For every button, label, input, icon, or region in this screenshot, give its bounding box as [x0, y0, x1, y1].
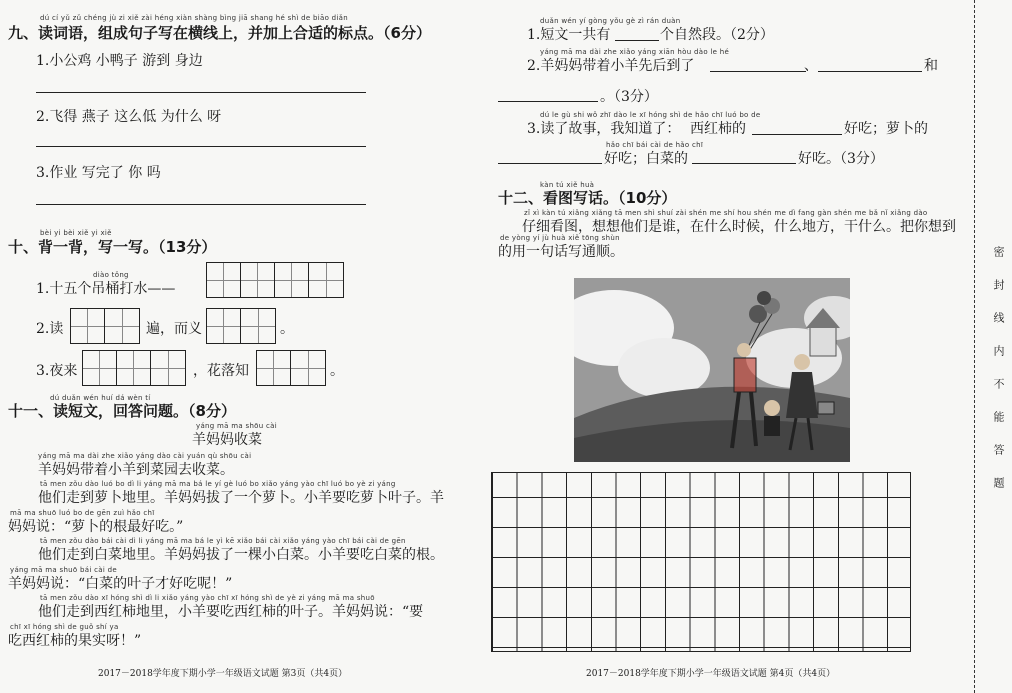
r-q3a: 3.读了故事，我知道了：	[527, 121, 681, 137]
story-line-4-pinyin: tā men zǒu dào bái cài dì li yáng mā ma bá le yì kē xiǎo bái cài xiǎo yáng yào chī bái cài de gēn	[40, 537, 406, 545]
sec9-item-1: 1.小公鸡 小鸭子 游到 身边	[36, 53, 203, 69]
sec9-item-3: 3.作业 写完了 你 吗	[36, 165, 161, 181]
sec10-pinyin: bèi yi bèi xiě yi xiě	[40, 229, 112, 237]
sec11-pinyin: dú duǎn wén huí dá wèn tí	[50, 394, 151, 402]
sec9-pinyin: dú cí yǔ zǔ chéng jù zi xiě zài héng xiàn shàng bìng jiā shang hé shì de biāo diǎn	[40, 14, 348, 22]
q1-pinyin: diào tǒng	[93, 271, 129, 279]
r-q2d: 。（3分）	[600, 89, 658, 105]
answer-line-3[interactable]	[36, 204, 366, 205]
writing-grid-q2b[interactable]	[206, 308, 276, 344]
r-q3e: 好吃。（3分）	[798, 151, 884, 167]
writing-grid-q1[interactable]	[206, 262, 344, 298]
writing-grid-q3a[interactable]	[82, 350, 186, 386]
sec10-q3a: 3.夜来	[36, 363, 78, 379]
story-title-pinyin: yáng mā ma shōu cài	[196, 422, 278, 430]
sec12-pinyin: kàn tú xiě huà	[540, 181, 595, 189]
sec12-line1: 仔细看图，想想他们是谁，在什么时候，什么地方，干什么。把你想到	[522, 219, 956, 235]
story-line-5: 羊妈妈说：“白菜的叶子才好吃呢！”	[8, 576, 233, 592]
sec9-item-2: 2.飞得 燕子 这么低 为什么 呀	[36, 109, 222, 125]
r-q1b: 个自然段。（2分）	[660, 27, 774, 43]
sec10-q2c: 。	[280, 321, 294, 337]
sec12-line1-pinyin: zǐ xì kàn tú xiǎng xiǎng tā men shì shuí zài shén me shí hou shén me dì fang gàn shén me bǎ nǐ xiǎng dào	[524, 209, 928, 217]
story-line-3: 妈妈说：“萝卜的根最好吃。”	[8, 519, 184, 535]
r-q3c: 好吃；萝卜的	[844, 121, 928, 137]
footer-left: 2017－2018学年度下期小学一年级语文试题 第3页（共4页）	[98, 669, 348, 679]
story-line-7: 吃西红柿的果实呀！”	[8, 633, 142, 649]
r-q2c: 和	[924, 58, 938, 74]
binding-line	[974, 0, 975, 693]
r-q3b: 西红柿的	[690, 121, 746, 137]
sec10-q2b: 遍，而义	[146, 321, 202, 337]
sec10-q3b: ，花落知	[193, 363, 249, 379]
answer-line-1[interactable]	[36, 92, 366, 93]
writing-grid-q2a[interactable]	[70, 308, 140, 344]
sec10-title: 十、背一背，写一写。（13分）	[8, 238, 217, 256]
story-line-3-pinyin: mā ma shuō luó bo de gēn zuì hǎo chī	[10, 509, 155, 517]
r-q3-pinyin: dú le gù shi wǒ zhī dào le xī hóng shì de hǎo chī luó bo de	[540, 111, 761, 119]
sec12-line2-pinyin: de yòng yí jù huà xiě tōng shùn	[500, 234, 620, 242]
story-line-1: 羊妈妈带着小羊到菜园去收菜。	[38, 462, 234, 478]
r-q1-pinyin: duǎn wén yí gòng yǒu gè zì rán duàn	[540, 17, 681, 25]
r-q3-blank-3[interactable]	[692, 163, 796, 164]
r-q3-pinyin-2: hǎo chī bái cài de hǎo chī	[606, 141, 704, 149]
story-line-2: 他们走到萝卜地里。羊妈妈拔了一个萝卜。小羊要吃萝卜叶子。羊	[38, 490, 444, 506]
seal-notice: 密封线内不能答题	[992, 246, 1005, 510]
footer-right: 2017－2018学年度下期小学一年级语文试题 第4页（共4页）	[586, 669, 836, 679]
story-title: 羊妈妈收菜	[192, 432, 262, 448]
answer-line-2[interactable]	[36, 146, 366, 147]
writing-grid-q3b[interactable]	[256, 350, 326, 386]
composition-writing-grid[interactable]	[491, 472, 911, 652]
story-line-6-pinyin: tā men zǒu dào xī hóng shì dì li xiǎo yáng yào chī xī hóng shì de yè zi yáng mā ma shuō	[40, 594, 375, 602]
story-line-7-pinyin: chī xī hóng shì de guǒ shí ya	[10, 623, 119, 631]
sec12-line2: 的用一句话写通顺。	[498, 244, 624, 260]
r-q1a: 1.短文一共有	[527, 27, 611, 43]
r-q2b: 、	[804, 58, 818, 74]
story-line-4: 他们走到白菜地里。羊妈妈拔了一棵小白菜。小羊要吃白菜的根。	[38, 547, 444, 563]
sec12-title: 十二、看图写话。（10分）	[498, 189, 677, 207]
r-q2a: 2.羊妈妈带着小羊先后到了	[527, 58, 695, 74]
r-q3-blank-2[interactable]	[498, 163, 602, 164]
family-picture	[574, 278, 850, 462]
sec9-title: 九、读词语，组成句子写在横线上，并加上合适的标点。（6分）	[8, 24, 431, 42]
r-q2-pinyin: yáng mā ma dài zhe xiǎo yáng xiān hòu dào le hé	[540, 48, 730, 56]
sec10-q1: 1.十五个吊桶打水——	[36, 281, 176, 297]
r-q3-blank-1[interactable]	[752, 134, 842, 135]
story-line-5-pinyin: yáng mā ma shuō bái cài de	[10, 566, 117, 574]
r-q3d: 好吃；白菜的	[604, 151, 688, 167]
r-q2-blank-3[interactable]	[498, 101, 598, 102]
r-q2-blank-1[interactable]	[710, 71, 806, 72]
sec11-title: 十一、读短文，回答问题。（8分）	[8, 402, 236, 420]
story-line-6: 他们走到西红柿地里，小羊要吃西红柿的叶子。羊妈妈说：“要	[38, 604, 424, 620]
sec10-q2a: 2.读	[36, 321, 64, 337]
story-line-1-pinyin: yáng mā ma dài zhe xiǎo yáng dào cài yuán qù shōu cài	[38, 452, 252, 460]
sec10-q3c: 。	[330, 363, 344, 379]
r-q2-blank-2[interactable]	[818, 71, 922, 72]
story-line-2-pinyin: tā men zǒu dào luó bo dì li yáng mā ma bá le yí gè luó bo xiǎo yáng yào chī luó bo yè zi yáng	[40, 480, 396, 488]
r-q1-blank[interactable]	[615, 40, 659, 41]
